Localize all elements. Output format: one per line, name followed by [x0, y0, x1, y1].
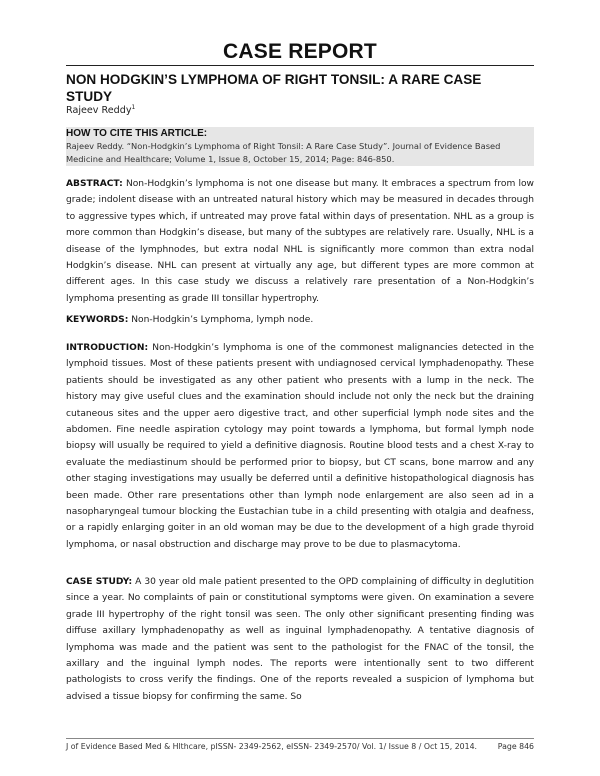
abstract-text: Non-Hodgkin’s lymphoma is not one disease but many. It embraces a spectrum from low grade; indolent disease with an untreated natural history which may be measured in decades through to aggressive types which, if untreated may prove fatal within days of presentation. NHL as a group is more common than Hodgkin’s disease, but many of the subtypes are relatively rare. Usually, NHL is a disease of the lymphnodes, but extra nodal NHL is significantly more common than extra nodal Hodgkin’s disease. NHL can present at virtually any age, but different types are more common at different ages. In this case study we discuss a relatively rare presentation of a Non-Hodgkin’s lymphoma presenting as grade III tonsillar hypertrophy. [66, 179, 534, 304]
case-study-paragraph [66, 574, 534, 705]
header-rule [66, 65, 534, 66]
keywords-text: Non-Hodgkin’s Lymphoma, lymph node. [131, 315, 314, 325]
keywords-label: KEYWORDS: [66, 315, 129, 325]
introduction-paragraph [66, 340, 534, 553]
footer-rule [66, 738, 534, 739]
author-name: Rajeev Reddy [66, 105, 132, 117]
footer-page-number: Page 846 [497, 742, 534, 751]
introduction-label: INTRODUCTION: [66, 343, 149, 353]
article-title: NON HODGKIN’S LYMPHOMA OF RIGHT TONSIL: A RARE CASE STUDY [66, 72, 482, 104]
case-study-label: CASE STUDY: [66, 577, 133, 587]
author-line [66, 104, 135, 116]
keywords-paragraph [66, 312, 534, 328]
report-type-heading: CASE REPORT [223, 40, 377, 63]
case-study-text: A 30 year old male patient presented to the OPD complaining of difficulty in deglutition since a year. No complaints of pain or constitutional symptoms were given. On examination a severe grade III hypertrophy of the right tonsil was seen. The only other significant presenting finding was diffuse axillary lymphadenopathy as well as inguinal lymphadenopathy. A tentative diagnosis of lymphoma was made and the patient was sent to the pathologist for the FNAC of the tonsil, the axillary and the inguinal lymph nodes. The reports were intentionally sent to two different pathologists to cross verify the findings. One of the reports revealed a suspicion of lymphoma but advised a tissue biopsy for confirming the same. So [66, 577, 534, 702]
abstract-label: ABSTRACT: [66, 179, 123, 189]
citation-heading: HOW TO CITE THIS ARTICLE: [66, 128, 208, 139]
footer-journal-info: J of Evidence Based Med & Hlthcare, pISSN- 2349-2562, eISSN- 2349-2570/ Vol. 1/ Issue 8 / Oct 15, 2014. [66, 742, 478, 751]
introduction-text: Non-Hodgkin’s lymphoma is one of the commonest malignancies detected in the lymphoid tissues. Most of these patients present with undiagnosed cervical lymphadenopathy. These patients should be investigated as any other patient who presents with a lump in the neck. The history may give useful clues and the examination should include not only the neck but the draining cutaneous sites and the upper aero digestive tract, and other superficial lymph node sites and the abdomen. Fine needle aspiration cytology may point towards a lymphoma, but formal lymph node biopsy will usually be required to yield a definitive diagnosis. Routine blood tests and a chest X-ray to evaluate the mediastinum should be performed prior to biopsy, but CT scans, bone marrow and any other staging investigations may usually be deferred until a definitive histopathological diagnosis has been made. Other rare presentations other than lymph node enlargement are also seen ad in a nasopharyngeal tumour blocking the Eustachian tube in a child presenting with otalgia and deafness, or a rapidly enlarging goiter in an old woman may be due to the development of a high grade thyroid lymphoma, or nasal obstruction and discharge may prove to be due to plasmacytoma. [66, 343, 534, 550]
author-affiliation-mark: 1 [131, 104, 136, 111]
citation-text: Rajeev Reddy. “Non-Hodgkin’s Lymphoma of Right Tonsil: A Rare Case Study”. Journal of Evidence Based Medicine and Healthcare; Volume 1, Issue 8, October 15, 2014; Page: 846-850. [66, 141, 501, 164]
citation-box [66, 127, 534, 166]
abstract-paragraph [66, 176, 534, 307]
